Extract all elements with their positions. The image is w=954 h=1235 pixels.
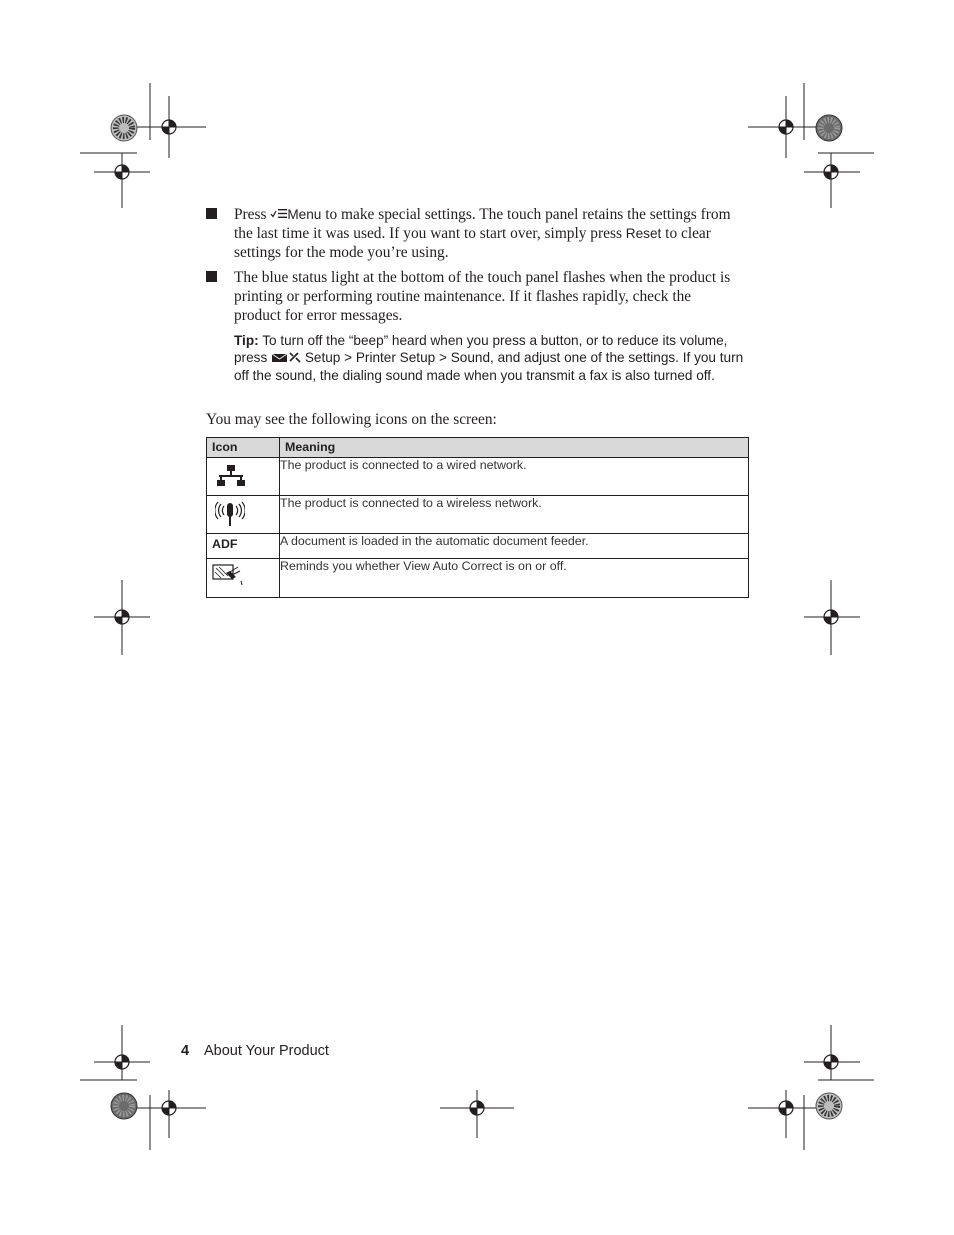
adf-label: ADF (207, 534, 280, 559)
tip-paragraph: Tip: To turn off the “beep” heard when you press a button, or to reduce its volume, press Setup > Printer Setup > Sound, and adjust one of the settings. If you turn off the sound, the dialing sound made when you transmit a fax is also turned off. (234, 333, 744, 383)
sound-label: Sound (450, 350, 491, 366)
bullet-marker (206, 208, 217, 219)
table-row (207, 496, 749, 534)
table-row (207, 559, 749, 598)
printer-setup-label: Printer Setup (355, 350, 436, 366)
setup-label: Setup (304, 350, 341, 366)
meaning-cell: Reminds you whether View Auto Correct is on or off. (280, 559, 749, 598)
bullet-paragraph-status-light: The blue status light at the bottom of the touch panel flashes when the product is printing or performing routine maintenance. If it flashes rapidly, check the product for error messages. (234, 269, 731, 324)
table-row (207, 458, 749, 496)
menu-icon (270, 208, 287, 219)
page-number: 4 (181, 1043, 190, 1059)
reset-label: Reset (625, 226, 662, 241)
header-meaning: Meaning (280, 438, 749, 458)
bullet-paragraph-menu: Press Menu to make special settings. The touch panel retains the settings from the last time it was used. If you want to start over, simply press Reset to clear settings for the mode you’re using. (234, 206, 731, 261)
meaning-cell: The product is connected to a wired network. (280, 458, 749, 496)
setup-icon (271, 352, 301, 363)
footer-section-title: About Your Product (204, 1043, 329, 1059)
wireless-network-icon (215, 501, 245, 527)
tip-label: Tip: (234, 333, 259, 348)
auto-correct-icon (212, 563, 244, 587)
table-row (207, 534, 749, 559)
table-header-row (207, 438, 749, 458)
header-icon: Icon (207, 438, 280, 458)
icons-table (206, 437, 749, 598)
wired-network-icon (216, 465, 246, 487)
meaning-cell: A document is loaded in the automatic document feeder. (280, 534, 749, 559)
table-intro: You may see the following icons on the screen: (206, 411, 497, 428)
bullet-marker (206, 271, 217, 282)
menu-label: Menu (287, 207, 322, 222)
meaning-cell: The product is connected to a wireless network. (280, 496, 749, 534)
